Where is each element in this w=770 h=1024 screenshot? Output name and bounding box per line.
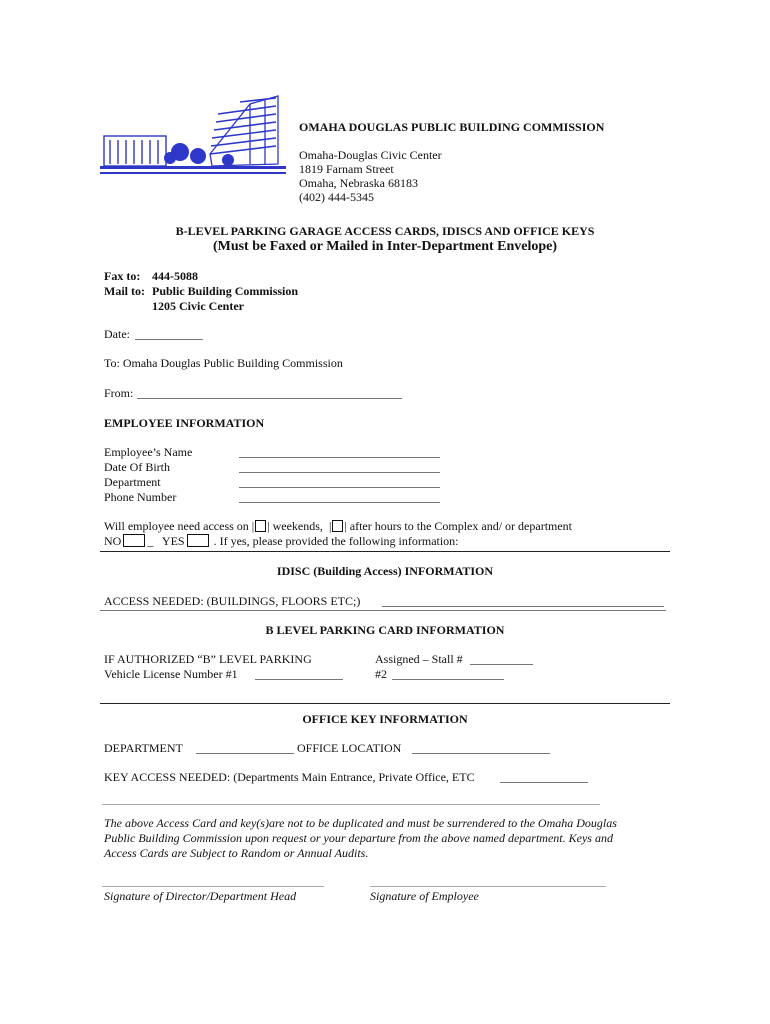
department-key-label: DEPARTMENT: [104, 741, 183, 755]
weekends-checkbox[interactable]: [255, 520, 266, 532]
office-location-field[interactable]: [412, 753, 550, 754]
mail-line-2: 1205 Civic Center: [152, 299, 244, 313]
access-needed-underline: [100, 610, 666, 611]
org-name: OMAHA DOUGLAS PUBLIC BUILDING COMMISSION: [299, 120, 605, 134]
access-needed-field[interactable]: [382, 606, 664, 607]
employee-heading: EMPLOYEE INFORMATION: [104, 416, 265, 430]
director-signature-line[interactable]: [102, 886, 324, 887]
section-divider: [100, 703, 670, 704]
idisc-heading: IDISC (Building Access) INFORMATION: [276, 564, 494, 578]
commission-logo: [100, 94, 290, 182]
department-field[interactable]: [239, 487, 440, 488]
section-divider: [100, 551, 670, 552]
date-label: Date:: [104, 327, 130, 341]
department-label: Department: [104, 475, 161, 489]
phone-number: (402) 444-5345: [299, 190, 374, 204]
department-key-field[interactable]: [196, 753, 294, 754]
key-access-field[interactable]: [500, 782, 588, 783]
fax-label: Fax to:: [104, 269, 141, 283]
employee-name-field[interactable]: [239, 457, 440, 458]
key-access-extra-line[interactable]: [102, 804, 600, 805]
address-line-2: 1819 Farnam Street: [299, 162, 394, 176]
after-hours-checkbox[interactable]: [332, 520, 343, 532]
office-key-heading: OFFICE KEY INFORMATION: [302, 712, 468, 726]
civic-center-building-logo: [100, 94, 290, 182]
dob-field[interactable]: [239, 472, 440, 473]
mail-line-1: Public Building Commission: [152, 284, 299, 298]
to-line: To: Omaha Douglas Public Building Commission: [104, 356, 343, 370]
address-line-3: Omaha, Nebraska 68183: [299, 176, 418, 190]
notice-line-2: Public Building Commission upon request or your departure from the above named department. Keys and: [104, 831, 613, 845]
employee-signature-line[interactable]: [370, 886, 606, 887]
employee-signature-label: Signature of Employee: [370, 889, 479, 903]
fax-number: 444-5088: [152, 269, 198, 283]
key-access-label: KEY ACCESS NEEDED: (Departments Main Entrance, Private Office, ETC: [104, 770, 475, 784]
authorized-parking-label: IF AUTHORIZED “B” LEVEL PARKING: [104, 652, 312, 666]
director-signature-label: Signature of Director/Department Head: [104, 889, 297, 903]
vehicle-license-2-field[interactable]: [392, 679, 504, 680]
access-question-line1: Will employee need access on | | weekends, | | after hours to the Complex and/ or department: [104, 519, 573, 533]
from-label: From:: [104, 386, 134, 400]
yes-checkbox[interactable]: [187, 534, 209, 547]
form-subtitle: (Must be Faxed or Mailed in Inter-Department Envelope): [212, 239, 558, 254]
from-field[interactable]: [137, 398, 402, 399]
notice-line-1: The above Access Card and key(s)are not to be duplicated and must be surrendered to the Omaha Douglas: [104, 816, 617, 830]
phone-field[interactable]: [239, 502, 440, 503]
vehicle-license-2-label: #2: [375, 667, 387, 681]
date-field[interactable]: [135, 339, 203, 340]
notice-line-3: Access Cards are Subject to Random or Annual Audits.: [104, 846, 369, 860]
vehicle-license-1-field[interactable]: [255, 679, 343, 680]
employee-name-label: Employee’s Name: [104, 445, 193, 459]
address-line-1: Omaha-Douglas Civic Center: [299, 148, 442, 162]
office-location-label: OFFICE LOCATION: [297, 741, 402, 755]
form-title: B-LEVEL PARKING GARAGE ACCESS CARDS, IDISCS AND OFFICE KEYS: [175, 224, 595, 238]
access-question-line2: NO _ YES . If yes, please provided the following information:: [104, 534, 459, 548]
mail-label: Mail to:: [104, 284, 145, 298]
assigned-stall-label: Assigned – Stall #: [375, 652, 463, 666]
no-checkbox[interactable]: [123, 534, 145, 547]
vehicle-license-label: Vehicle License Number #1: [104, 667, 238, 681]
dob-label: Date Of Birth: [104, 460, 170, 474]
access-needed-label: ACCESS NEEDED: (BUILDINGS, FLOORS ETC;): [104, 594, 361, 608]
assigned-stall-field[interactable]: [470, 664, 533, 665]
phone-label: Phone Number: [104, 490, 177, 504]
parking-heading: B LEVEL PARKING CARD INFORMATION: [265, 623, 505, 637]
